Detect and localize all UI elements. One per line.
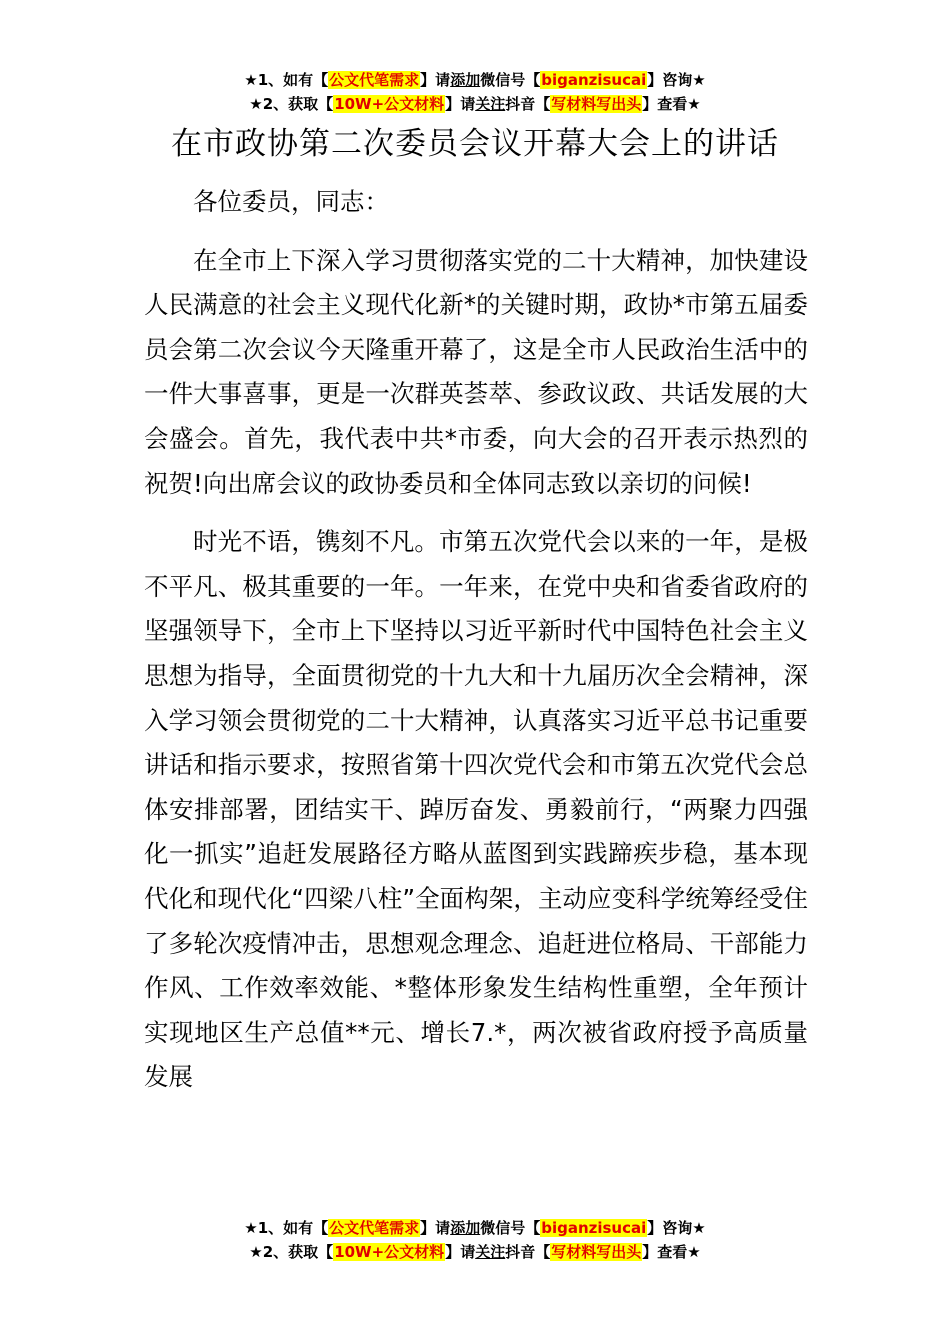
banner-highlight: 10W+公文材料	[334, 1243, 445, 1261]
banner-highlight: 10W+公文材料	[334, 95, 445, 113]
salutation: 各位委员，同志：	[193, 187, 389, 216]
banner-highlight: 公文代笔需求	[329, 1219, 420, 1237]
banner-text: 微信号【	[480, 71, 541, 89]
banner-text: 】请	[420, 1219, 451, 1237]
body-paragraph: 在全市上下深入学习贯彻落实党的二十大精神，加快建设人民满意的社会主义现代化新*的关键时期，政协*市第五届委员会第二次会议今天隆重开幕了，这是全市人民政治生活中的一件大事喜事，更是一次群英荟萃、参政议政、共话发展的大会盛会。首先，我代表中共*市委，向大会的召开表示热烈的祝贺!向出席会议的政协委员和全体同志致以亲切的问候!	[144, 245, 808, 498]
banner-emphasis: 关注	[475, 95, 506, 113]
banner-text: 】咨询★	[647, 1219, 706, 1237]
banner-text: 】查看★	[642, 1243, 701, 1261]
banner-text: ★1、如有【	[244, 71, 329, 89]
banner-text: 】请	[445, 1243, 476, 1261]
banner-line-2	[0, 92, 950, 116]
banner-highlight: 写材料写出头	[551, 95, 642, 113]
banner-emphasis: 关注	[475, 1243, 506, 1261]
banner-emphasis: 添加	[450, 1219, 481, 1237]
banner-text: ★2、获取【	[249, 95, 334, 113]
banner-text: 】咨询★	[647, 71, 706, 89]
banner-text: 微信号【	[480, 1219, 541, 1237]
footer-banner	[0, 1216, 950, 1264]
banner-highlight: 写材料写出头	[551, 1243, 642, 1261]
banner-emphasis: 添加	[450, 71, 481, 89]
banner-line-2	[0, 1240, 950, 1264]
document-body	[144, 180, 808, 1100]
banner-text: 抖音【	[505, 95, 551, 113]
banner-highlight: 公文代笔需求	[329, 71, 420, 89]
banner-text: ★1、如有【	[244, 1219, 329, 1237]
banner-highlight: biganzisucai	[541, 1219, 647, 1237]
banner-line-1	[0, 68, 950, 92]
banner-text: 】查看★	[642, 95, 701, 113]
banner-text: 】请	[445, 95, 476, 113]
banner-line-1	[0, 1216, 950, 1240]
document-title: 在市政协第二次委员会议开幕大会上的讲话	[171, 126, 779, 162]
body-paragraph: 时光不语，镌刻不凡。市第五次党代会以来的一年，是极不平凡、极其重要的一年。一年来，在党中央和省委省政府的坚强领导下，全市上下坚持以习近平新时代中国特色社会主义思想为指导，全面贯彻党的十九大和十九届历次全会精神，深入学习领会贯彻党的二十大精神，认真落实习近平总书记重要讲话和指示要求，按照省第十四次党代会和市第五次党代会总体安排部署，团结实干、踔厉奋发、勇毅前行，“两聚力四强化一抓实”追赶发展路径方略从蓝图到实践蹄疾步稳，基本现代化和现代化“四梁八柱”全面构架，主动应变科学统筹经受住了多轮次疫情冲击，思想观念理念、追赶进位格局、干部能力作风、工作效率效能、*整体形象发生结构性重塑，全年预计实现地区生产总值**元、增长7.*，两次被省政府授予高质量发展	[144, 527, 808, 1092]
banner-highlight: biganzisucai	[541, 71, 647, 89]
header-banner	[0, 68, 950, 116]
banner-text: 抖音【	[505, 1243, 551, 1261]
banner-text: ★2、获取【	[249, 1243, 334, 1261]
banner-text: 】请	[420, 71, 451, 89]
